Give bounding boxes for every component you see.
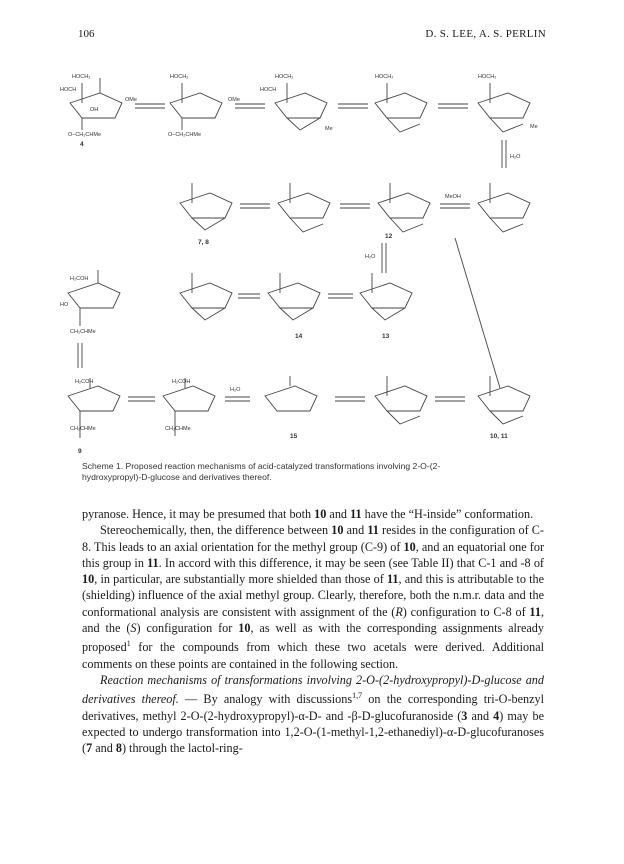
compound-label-7-8: 7, 8 [198,239,209,246]
group-label: H₂O [365,254,376,260]
caption-line: Scheme 1. Proposed reaction mechanisms of acid-catalyzed transformations involving 2-O-(2- [82,461,441,471]
group-label: H₂O [510,154,521,160]
structure-row1-c [275,83,327,130]
paragraph-2: Stereochemically, then, the difference between 10 and 11 resides in the configuration of C-8. This leads to an axial orientation for the methyl group (C-9) of 10, and an equatorial one for this group in 11. In accord with this difference, it may be seen (see Table II) that C-1 and -8 of 10, in particular, are substantially more shielded than those of 11, and this is attributable to the (shielding) influence of the axial methyl group. Clearly, therefore, both the n.m.r. data and the conformational analysis are consistent with assignment of the (R) configuration to C-8 of 11, and the (S) configuration for 10, as well as with the corresponding assignments already proposed$^1$ for the compounds from which these two acetals were derived. Additional comments on these points are contained in the following section. [82,523,545,671]
page-number: 106 [78,28,95,40]
group-label: CH₂CHMe [70,426,96,432]
structure-10-11 [478,376,530,424]
structure-12 [378,183,430,232]
group-label: HOCH₂ [275,74,294,80]
reaction-scheme [60,58,560,458]
running-header-authors: D. S. LEE, A. S. PERLIN [425,28,546,40]
group-label: CH₂CHMe [70,329,96,335]
group-label: H₂O [230,387,241,393]
group-label: Me [530,124,538,130]
structure-row1-b [170,83,222,130]
structure-row2-b [278,183,330,232]
structure-7-8 [180,183,232,230]
group-label: HOCH [60,87,77,93]
group-label: CH₂CHMe [165,426,191,432]
group-label: HOCH₂ [170,74,189,80]
structure-row1-d [375,83,427,132]
group-label: OMe [125,97,137,103]
group-label: O–CH₂CHMe [68,132,101,138]
running-header [78,28,546,44]
group-label: HO [60,302,69,308]
compound-label-10-11: 10, 11 [490,433,508,440]
compound-label-15: 15 [290,433,298,440]
group-label: O–CH₂CHMe [168,132,201,138]
group-label: HOCH [260,87,277,93]
group-label: H₂COH [172,379,191,385]
structure-4 [70,78,122,130]
group-label: OMe [228,97,240,103]
group-label: HOCH₂ [72,74,91,80]
group-label: H₂COH [70,276,89,282]
group-label: HOCH₂ [478,74,497,80]
structure-row2-d [478,183,530,232]
structure-row1-e [478,83,530,132]
group-label: OH [90,107,99,113]
caption-line: hydroxypropyl)-D-glucose and derivatives thereof. [82,472,272,482]
group-label: HOCH₂ [375,74,394,80]
scheme-caption [82,461,550,483]
compound-label-13: 13 [382,333,390,340]
structure-row3-b [180,273,232,320]
structure-13 [360,273,412,320]
structure-15 [265,376,317,411]
compound-label-9: 9 [78,448,82,455]
body-text [82,506,544,757]
paragraph-3: Reaction mechanisms of transformations involving 2-O-(2-hydroxypropyl)-D-glucose and derivatives thereof. — By analogy with discussions$^{1,7}$ on the corresponding tri-O-benzyl derivatives, methyl 2-O-(2-hydroxypropyl)-α-D- and -β-D-glucofuranoside (3 and 4) may be expected to undergo transformation into 1,2-O-(1-methyl-1,2-ethanediyl)-α-D-glucofuranoses (7 and 8) through the lactol-ring- [82,673,544,756]
compound-label-4: 4 [80,141,84,148]
group-label: MeOH [445,194,461,200]
group-label: H₂COH [75,379,94,385]
paragraph-1: pyranose. Hence, it may be presumed that both 10 and 11 have the “H-inside” conformation. [82,507,534,521]
structure-14 [268,273,320,320]
structure-row4-d [375,376,427,424]
group-label: Me [325,126,333,132]
compound-label-12: 12 [385,233,393,240]
compound-label-14: 14 [295,333,303,340]
